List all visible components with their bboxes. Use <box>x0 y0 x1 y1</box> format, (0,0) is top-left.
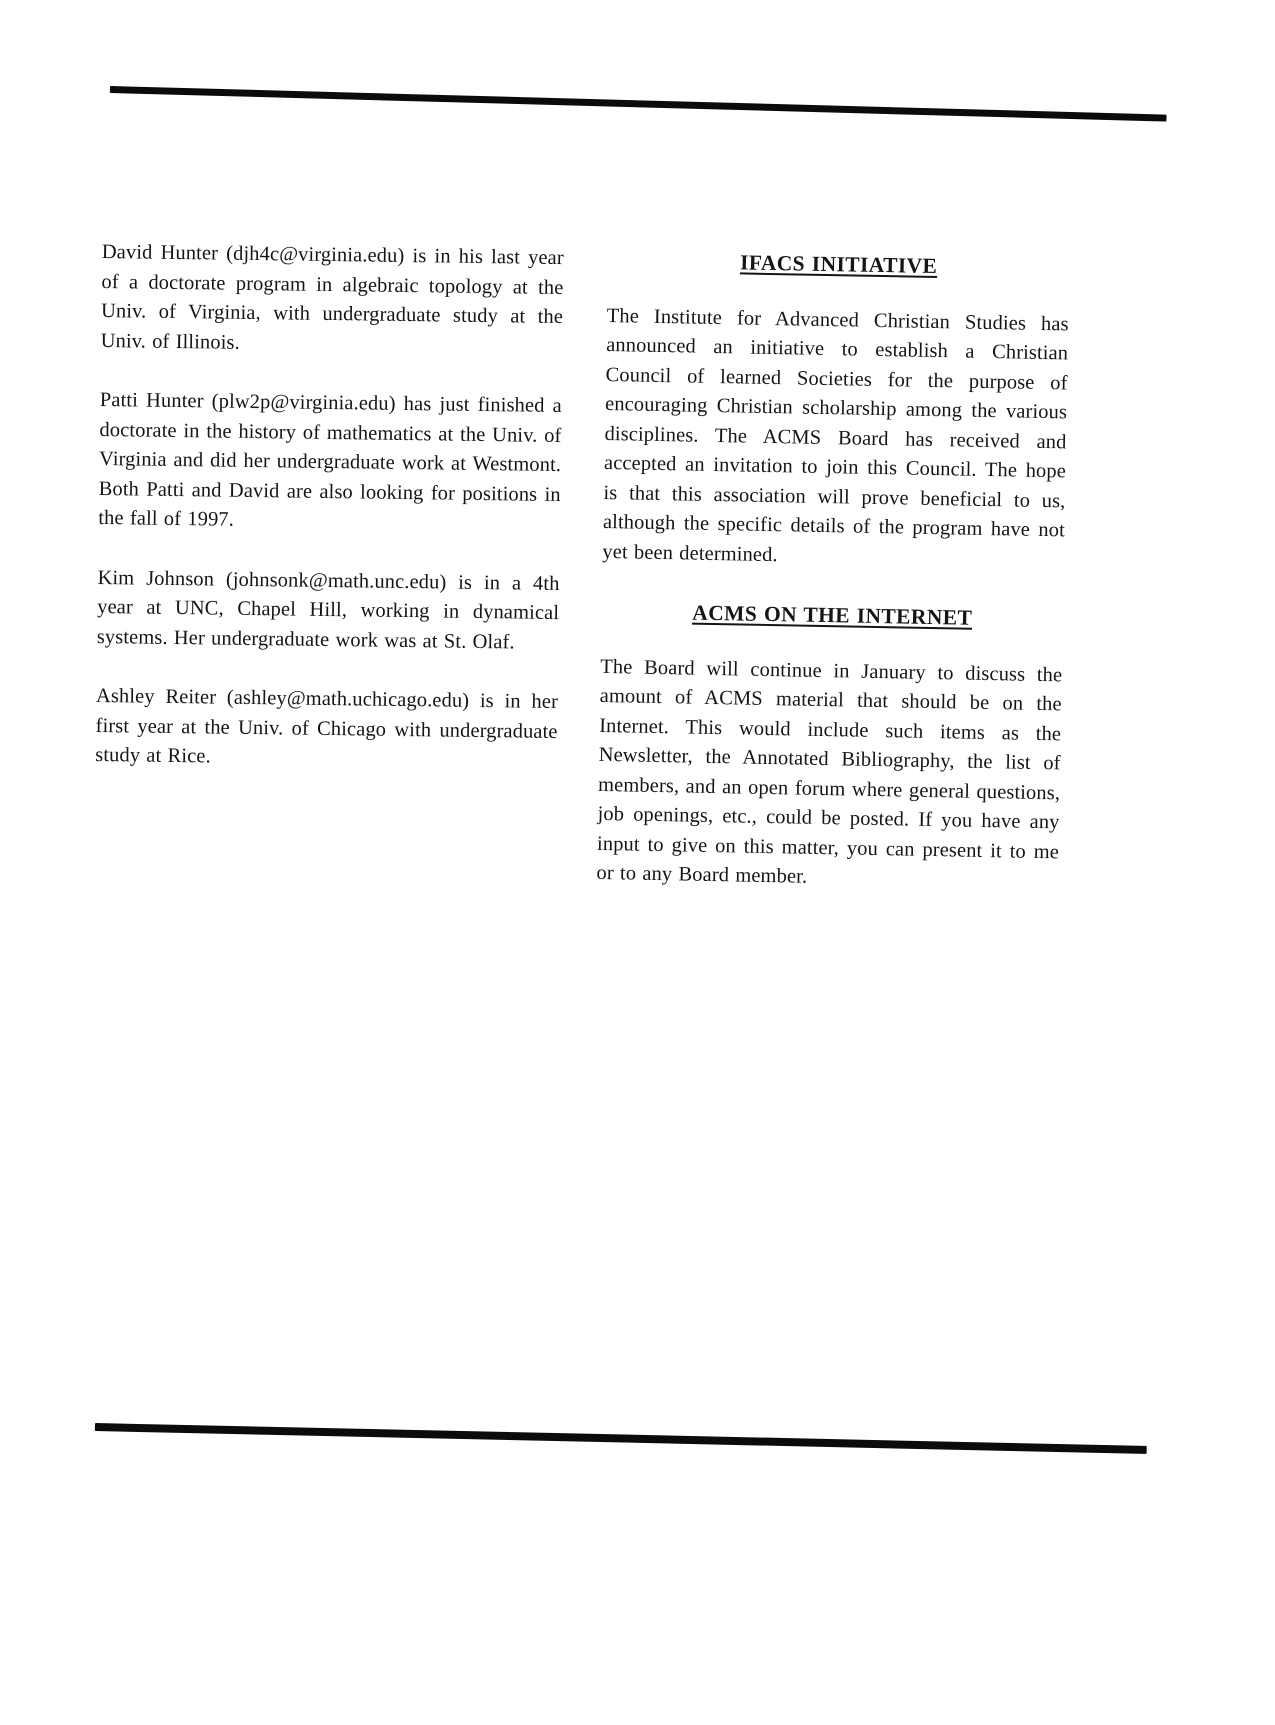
top-horizontal-rule <box>110 86 1167 122</box>
bottom-horizontal-rule <box>95 1423 1147 1454</box>
right-column <box>596 246 1070 927</box>
paragraph-david-hunter: David Hunter (djh4c@virginia.edu) is in his last year of a doctorate program in algebraic topology at the Univ. of Virginia, with undergraduate study at the Univ. of Illinois. <box>100 240 564 354</box>
section-heading-acms-on-the-internet: ACMS ON THE INTERNET <box>692 600 973 630</box>
paragraph-kim-johnson: Kim Johnson (johnsonk@math.unc.edu) is in a 4th year at UNC, Chapel Hill, working in dynamical systems. Her undergraduate work was at St. Olaf. <box>96 566 560 653</box>
paragraph-acms-on-the-internet: The Board will continue in January to discuss the amount of ACMS material that should be on the Internet. This would include such items as the Newsletter, the Annotated Bibliography, the list of members, and an open forum where general questions, job openings, etc., could be posted. If you have any input to give on this matter, you can present it to me or to any Board member. <box>596 655 1063 888</box>
paragraph-ashley-reiter: Ashley Reiter (ashley@math.uchicago.edu) is in her first year at the Univ. of Chicago with undergraduate study at Rice. <box>95 684 559 768</box>
left-column <box>95 238 564 806</box>
section-heading-ifacs-initiative: IFACS INITIATIVE <box>739 250 938 279</box>
paragraph-patti-hunter: Patti Hunter (plw2p@virginia.edu) has just finished a doctorate in the history of mathematics at the Univ. of Virginia and did her undergraduate work at Westmont. Both Patti and David are also looking for positions in the fall of 1997. <box>98 388 562 531</box>
paragraph-ifacs-initiative: The Institute for Advanced Christian Studies has announced an initiative to establish a Christian Council of learned Societies for the purpose of encouraging Christian scholarship among the various disciplines. The ACMS Board has received and accepted an invitation to join this Council. The hope is that this association will prove beneficial to us, although the specific details of the program have not yet been determined. <box>602 304 1069 566</box>
